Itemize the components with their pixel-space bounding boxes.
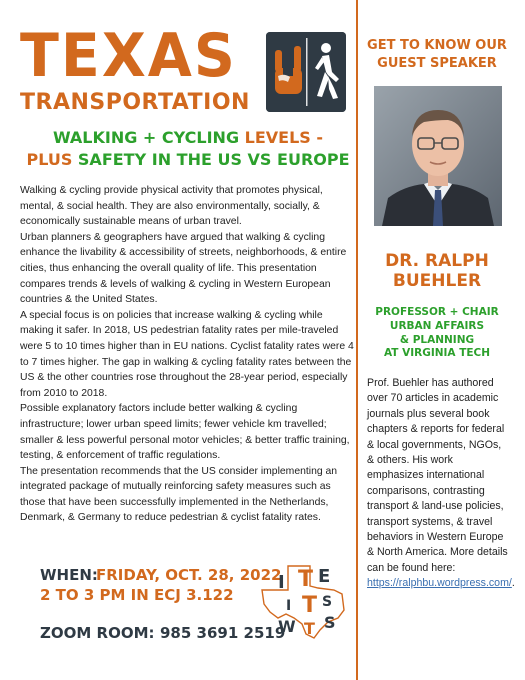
ites-letter: S	[324, 613, 336, 632]
ites-letter: E	[318, 566, 331, 587]
ites-logo	[258, 560, 350, 640]
speaker-portrait-icon	[374, 86, 502, 226]
speaker-role-line-2: URBAN AFFAIRS	[389, 320, 485, 332]
paragraph: Walking & cycling provide physical activity that promotes physical, mental, & social health. They are also environmentally, socially, & economically sustainable means of urban travel.	[20, 185, 323, 228]
ites-letter: I	[286, 598, 292, 614]
headline-line-1	[20, 128, 356, 148]
paragraph: Possible explanatory factors include better walking & cycling infrastructure; lower urban speed limits; fewer vehicle km travelled; smaller & less powerful personal motor vehicles; & better traffic training, testing, & enforcement of traffic regulations.	[20, 403, 350, 462]
ites-letter: W	[278, 617, 296, 636]
headline-levels: LEVELS -	[244, 128, 324, 147]
texas-map-ites-logo-icon	[258, 560, 350, 640]
zoom-label: ZOOM ROOM:	[40, 624, 155, 642]
logo-hook-em-icon	[266, 32, 346, 112]
bio-text: Prof. Buehler has authored over 70 articles in academic journals plus several book chapters & reports for federal & local governments, NGOs, & others. His work emphasizes international comparisons, contrasting transport & land-use policies, transport systems, & travel behaviors in Western Europe & North America. More details can be found here:	[367, 377, 508, 574]
bio-end: .	[511, 577, 515, 590]
headline-walking-cycling: WALKING + CYCLING	[52, 128, 245, 147]
speaker-role-line-3: & PLANNING	[399, 334, 475, 346]
headline-line-2	[20, 150, 356, 170]
speaker-name-line-2: BUEHLER	[392, 271, 482, 291]
transportation-subtitle: TRANSPORTATION	[20, 90, 250, 115]
speaker-role-line-1: PROFESSOR + CHAIR	[375, 306, 499, 318]
ites-letter: T	[304, 619, 315, 638]
ites-letter: T	[302, 593, 318, 618]
column-divider	[356, 0, 358, 680]
hook-em-hand-and-walking-person-icon	[266, 32, 346, 112]
event-time-place: 2 TO 3 PM IN ECJ 3.122	[40, 586, 234, 604]
speaker-photo	[374, 86, 502, 226]
headline-plus: PLUS	[26, 150, 78, 169]
speaker-bio	[367, 376, 515, 592]
speaker-name-line-1: DR. RALPH	[385, 251, 489, 271]
speaker-website-link[interactable]: https://ralphbu.wordpress.com/	[367, 577, 512, 590]
ites-letter: T	[298, 567, 314, 592]
speaker-role-line-4: AT VIRGINIA TECH	[383, 347, 491, 359]
paragraph: A special focus is on policies that increase walking & cycling while making it safer. In 2018, US pedestrian fatality rates per mile-traveled were 5 to 10 times higher than in EU nations. Cyclist fatality rates were 4 to 7 times higher. The gap in walking & cycling fatality rates between the US & the other countries rose throughout the 28-year period, especially from 2010 to 2018.	[20, 309, 354, 399]
zoom-number: 985 3691 2519	[160, 624, 286, 642]
event-date: FRIDAY, OCT. 28, 2022	[96, 566, 282, 584]
ites-letter: I	[278, 572, 285, 593]
paragraph: The presentation recommends that the US consider implementing an integrated package of mutually reinforcing safety measures such as those that have been successfully implemented in the Netherlands, Denmark, & Germany to reduce pedestrian & cyclist fatality rates.	[20, 465, 338, 524]
texas-title: TEXAS	[20, 21, 237, 91]
ites-letter: S	[322, 594, 333, 610]
speaker-heading-line-2: GUEST SPEAKER	[377, 56, 497, 71]
paragraph: Urban planners & geographers have argued that walking & cycling enhance the livability & accessibility of streets, neighborhoods, & entire cities, thus enhancing the overall quality of life. This presentation compares trends & levels of walking & cycling in Western European countries & the United States.	[20, 231, 347, 306]
headline-safety: SAFETY IN THE US VS EUROPE	[77, 150, 350, 169]
speaker-heading-line-1: GET TO KNOW OUR	[367, 38, 507, 53]
when-label: WHEN:	[40, 566, 98, 584]
abstract-text	[20, 183, 356, 526]
